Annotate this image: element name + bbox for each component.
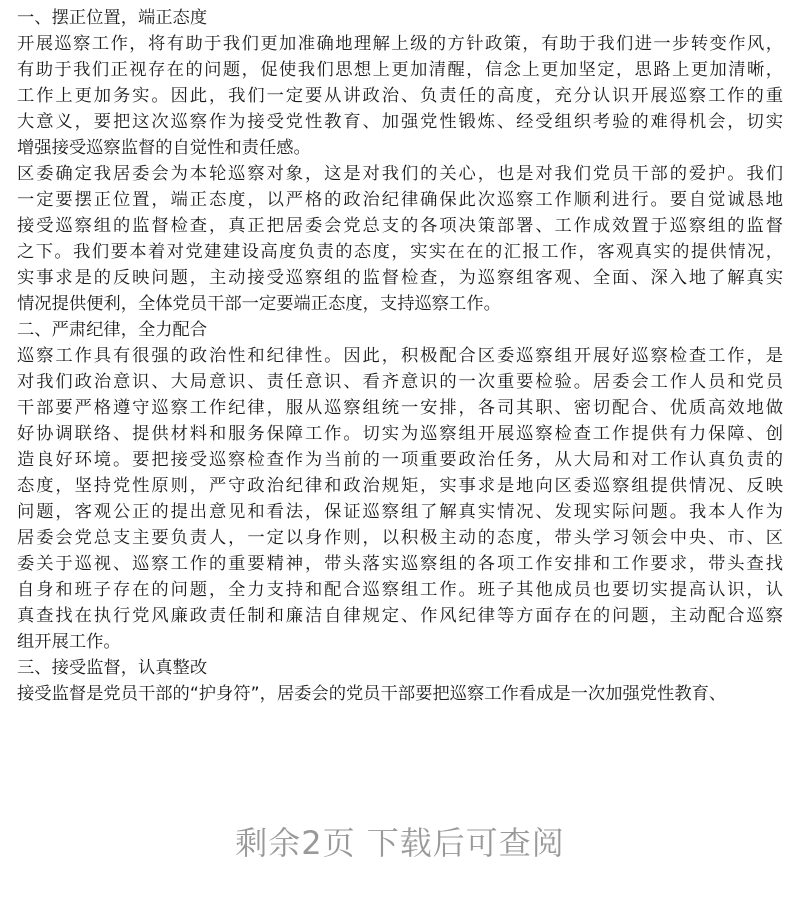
text-line: 有助于我们正视存在的问题，促使我们思想上更加清醒，信念上更加坚定，思路上更加清晰， xyxy=(17,60,783,80)
text-line: 巡察工作具有很强的政治性和纪律性。因此，积极配合区委巡察组开展好巡察检查工作，是 xyxy=(17,346,783,366)
paragraph xyxy=(17,161,783,317)
document-body xyxy=(17,5,783,707)
text-line: 真查找在执行党风廉政责任制和廉洁自律规定、作风纪律等方面存在的问题，主动配合巡察 xyxy=(17,606,783,626)
text-line: 工作上更加务实。因此，我们一定要从讲政治、负责任的高度，充分认识开展巡察工作的重 xyxy=(17,86,783,106)
text-line: 接受巡察组的监督检查，真正把居委会党总支的各项决策部署、工作成效置于巡察组的监督 xyxy=(17,216,783,236)
text-line: 对我们政治意识、大局意识、责任意识、看齐意识的一次重要检验。居委会工作人员和党员 xyxy=(17,372,783,392)
text-line: 区委确定我居委会为本轮巡察对象，这是对我们的关心，也是对我们党员干部的爱护。我们 xyxy=(17,164,783,184)
text-line: 自身和班子存在的问题，全力支持和配合巡察组工作。班子其他成员也要切实提高认识，认 xyxy=(17,580,783,600)
section-heading: 三、接受监督，认真整改 xyxy=(17,658,208,678)
text-line: 开展巡察工作，将有助于我们更加准确地理解上级的方针政策，有助于我们进一步转变作风， xyxy=(17,34,783,54)
text-line: 之下。我们要本着对党建建设高度负责的态度，实实在在的汇报工作，客观真实的提供情况， xyxy=(17,242,783,262)
text-line: 情况提供便利，全体党员干部一定要端正态度，支持巡察工作。 xyxy=(17,294,501,314)
text-line: 干部要严格遵守巡察工作纪律，服从巡察组统一安排，各司其职、密切配合、优质高效地做 xyxy=(17,398,783,418)
text-line: 实事求是的反映问题，主动接受巡察组的监督检查，为巡察组客观、全面、深入地了解真实 xyxy=(17,268,783,288)
paragraph xyxy=(17,31,783,161)
text-line: 居委会党总支主要负责人，一定以身作则，以积极主动的态度，带头学习领会中央、市、区 xyxy=(17,528,783,548)
text-line: 接受监督是党员干部的“护身符”，居委会的党员干部要把巡察工作看成是一次加强党性教育、 xyxy=(17,684,727,704)
section-heading: 一、摆正位置，端正态度 xyxy=(17,8,208,28)
text-line: 态度，坚持党性原则，严守政治纪律和政治规矩，实事求是地向区委巡察组提供情况、反映 xyxy=(17,476,783,496)
download-remaining-notice[interactable]: 剩余2页 下载后可查阅 xyxy=(235,824,565,862)
text-line: 组开展工作。 xyxy=(17,632,121,652)
text-line: 增强接受巡察监督的自觉性和责任感。 xyxy=(17,138,311,158)
text-line: 问题，客观公正的提出意见和看法，保证巡察组了解真实情况、发现实际问题。我本人作为 xyxy=(17,502,783,522)
text-line: 好协调联络、提供材料和服务保障工作。切实为巡察组开展巡察检查工作提供有力保障、创 xyxy=(17,424,783,444)
text-line: 造良好环境。要把接受巡察检查作为当前的一项重要政治任务，从大局和对工作认真负责的 xyxy=(17,450,783,470)
text-line: 一定要摆正位置，端正态度，以严格的政治纪律确保此次巡察工作顺利进行。要自觉诚恳地 xyxy=(17,190,783,210)
section-heading: 二、严肃纪律，全力配合 xyxy=(17,320,208,340)
paragraph xyxy=(17,343,783,655)
paragraph xyxy=(17,681,783,707)
text-line: 大意义，要把这次巡察作为接受党性教育、加强党性锻炼、经受组织考验的难得机会，切实 xyxy=(17,112,783,132)
text-line: 委关于巡视、巡察工作的重要精神，带头落实巡察组的各项工作安排和工作要求，带头查找 xyxy=(17,554,783,574)
